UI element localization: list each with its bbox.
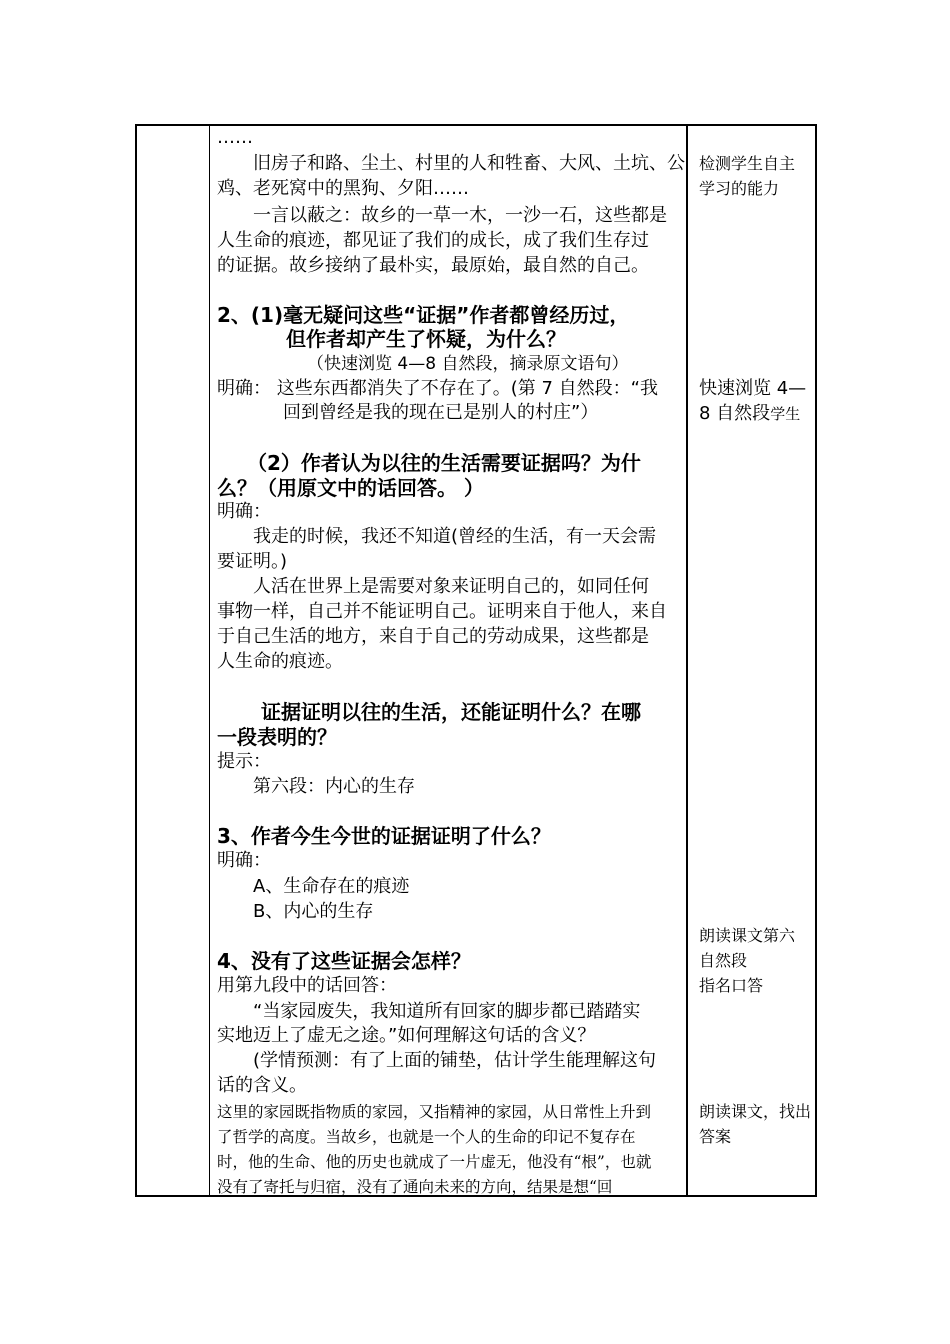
text-line: 我走的时候，我还不知道(曾经的生活，有一天会需 <box>217 526 657 547</box>
note-line: 自然段 <box>699 951 748 970</box>
note-line: 快速浏览 4— <box>699 378 807 399</box>
text-line: 没有了寄托与归宿，没有了通向未来的方向，结果是想“回 <box>217 1178 613 1196</box>
list-item: B、内心的生存 <box>217 901 374 922</box>
answer-line: 明确： 这些东西都消失了不存在了。(第 7 自然段：“我 <box>217 378 658 399</box>
note-line <box>699 402 800 426</box>
question-heading: 证据证明以往的生活，还能证明什么？在哪 <box>261 700 641 724</box>
note-text: 8 自然段 <box>699 403 771 424</box>
note-line: 指名口答 <box>699 976 764 995</box>
question-heading: 一段表明的？ <box>217 725 337 749</box>
column-divider <box>686 126 688 1195</box>
text-line: 了哲学的高度。当故乡，也就是一个人的生命的印记不复存在 <box>217 1128 636 1146</box>
text-line: 一言以蔽之：故乡的一草一木，一沙一石，这些都是 <box>217 205 667 226</box>
text-line: 第六段：内心的生存 <box>217 776 415 797</box>
text-line: 鸡、老死窝中的黑狗、夕阳…… <box>217 178 469 199</box>
column-divider <box>209 126 210 1195</box>
answer-label: 明确： <box>217 850 271 871</box>
lesson-table <box>135 124 817 1197</box>
text-line: 人生命的痕迹，都见证了我们的成长，成了我们生存过 <box>217 230 649 251</box>
question-heading: 但作者却产生了怀疑，为什么？ <box>286 327 566 351</box>
text-line: 于自己生活的地方，来自于自己的劳动成果，这些都是 <box>217 626 649 647</box>
note-line: 学习的能力 <box>699 179 780 198</box>
question-heading: 2、(1)毫无疑问这些“证据”作者都曾经历过， <box>217 303 630 327</box>
question-heading: 4、没有了这些证据会怎样？ <box>217 949 471 973</box>
note-text: 学生 <box>770 405 801 423</box>
text-line: (学情预测：有了上面的铺垫，估计学生能理解这句 <box>217 1050 657 1071</box>
text-line: 要证明。) <box>217 551 288 572</box>
question-heading: （2）作者认为以往的生活需要证据吗？为什 <box>247 451 641 475</box>
answer-line: 回到曾经是我的现在已是别人的村庄”） <box>283 402 599 423</box>
list-item: A、生命存在的痕迹 <box>217 876 410 897</box>
text-line: 旧房子和路、尘土、村里的人和牲畜、大风、土坑、公 <box>217 153 685 174</box>
quote-line: 实地迈上了虚无之途。”如何理解这句话的含义？ <box>217 1025 596 1046</box>
text-line: 时，他的生命、他的历史也就成了一片虚无，他没有“根”，也就 <box>217 1153 652 1171</box>
text-line: 话的含义。 <box>217 1075 307 1096</box>
text-line: 事物一样，自己并不能证明自己。证明来自于他人，来自 <box>217 601 667 622</box>
text-line: 这里的家园既指物质的家园，又指精神的家园，从日常性上升到 <box>217 1103 652 1121</box>
note-line: 检测学生自主 <box>699 154 796 173</box>
text-line: …… <box>217 127 253 148</box>
text-line: 的证据。故乡接纳了最朴实，最原始，最自然的自己。 <box>217 255 649 276</box>
text-line: 人生命的痕迹。 <box>217 651 343 672</box>
note-line: 答案 <box>699 1127 732 1146</box>
hint-text: （快速浏览 4—8 自然段，摘录原文语句） <box>307 354 629 374</box>
note-line: 朗读课文第六 <box>699 926 796 945</box>
hint-label: 提示： <box>217 751 271 772</box>
question-heading: 么？（用原文中的话回答。 ） <box>217 476 484 500</box>
quote-line: “当家园废失，我知道所有回家的脚步都已踏踏实 <box>217 1001 641 1022</box>
note-line: 朗读课文，找出 <box>699 1102 812 1121</box>
text-line: 人活在世界上是需要对象来证明自己的，如同任何 <box>217 576 649 597</box>
text-line: 用第九段中的话回答： <box>217 975 397 996</box>
answer-label: 明确： <box>217 501 271 522</box>
question-heading: 3、作者今生今世的证据证明了什么？ <box>217 824 551 848</box>
